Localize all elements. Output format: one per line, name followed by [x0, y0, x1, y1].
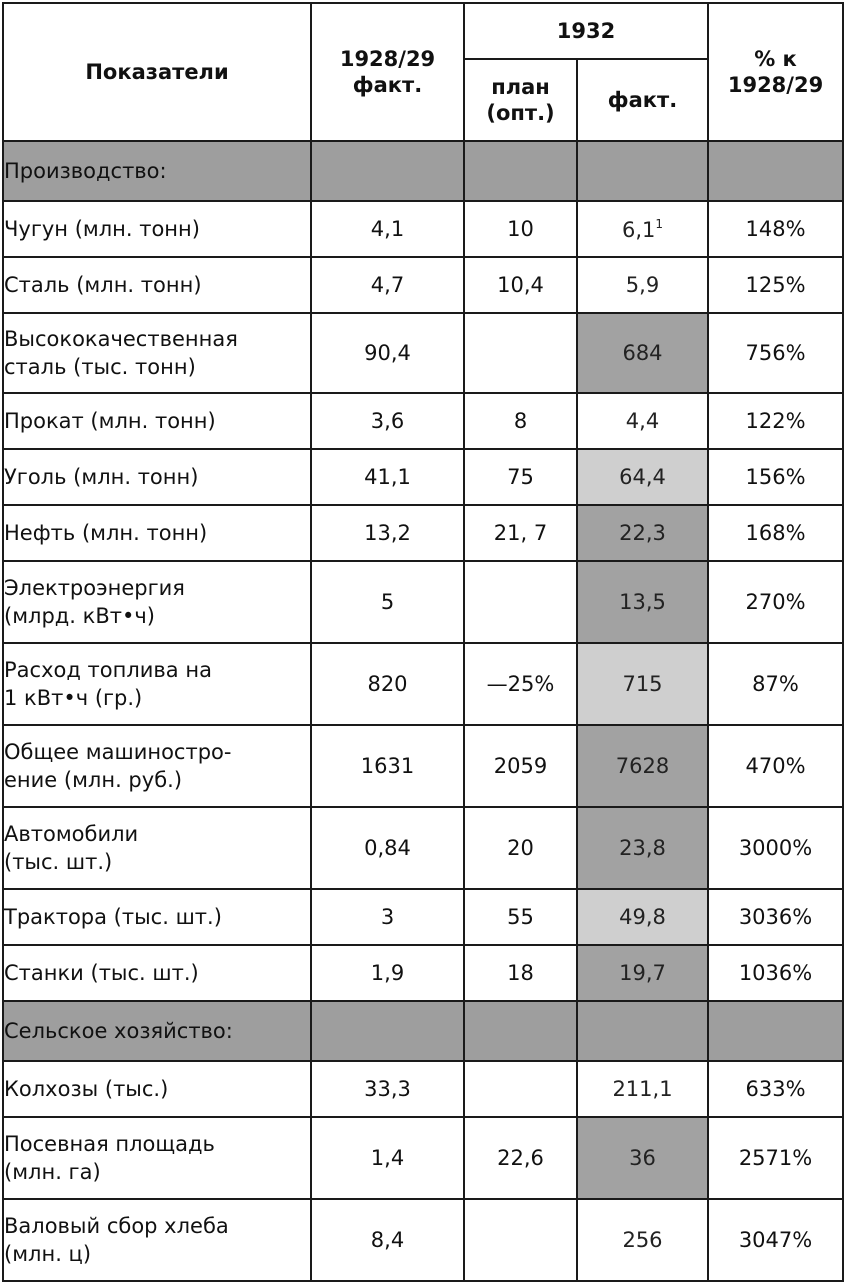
- base-value: 1,4: [311, 1117, 464, 1199]
- row-label: Колхозы (тыс.): [3, 1061, 311, 1117]
- percent-value: 87%: [708, 643, 843, 725]
- fact-text: 64,4: [619, 465, 666, 489]
- percent-value: 270%: [708, 561, 843, 643]
- percent-value: 3000%: [708, 807, 843, 889]
- plan-value: 22,6: [464, 1117, 577, 1199]
- plan-value: 20: [464, 807, 577, 889]
- base-value: 4,7: [311, 257, 464, 313]
- table-row: [3, 449, 843, 505]
- row-label: Посевная площадь (млн. га): [3, 1117, 311, 1199]
- base-value: 33,3: [311, 1061, 464, 1117]
- fact-value: [577, 945, 708, 1001]
- plan-value: 21, 7: [464, 505, 577, 561]
- plan-value: 75: [464, 449, 577, 505]
- base-value: 41,1: [311, 449, 464, 505]
- row-label: Расход топлива на 1 кВт•ч (гр.): [3, 643, 311, 725]
- fact-text: 7628: [615, 754, 670, 778]
- section-empty-cell: [311, 141, 464, 201]
- plan-value: [464, 1061, 577, 1117]
- section-empty-cell: [577, 1001, 708, 1061]
- fact-value: [577, 889, 708, 945]
- percent-value: 125%: [708, 257, 843, 313]
- fact-text: 36: [629, 1146, 656, 1170]
- statistics-table: [2, 2, 844, 1282]
- row-label: Нефть (млн. тонн): [3, 505, 311, 561]
- section-empty-cell: [464, 1001, 577, 1061]
- base-value: 4,1: [311, 201, 464, 257]
- header-year: 1932: [464, 3, 708, 59]
- base-value: 3: [311, 889, 464, 945]
- fact-value: [577, 313, 708, 393]
- plan-value: 10: [464, 201, 577, 257]
- fact-text: 6,1: [621, 217, 656, 242]
- row-label: Прокат (млн. тонн): [3, 393, 311, 449]
- row-label: Станки (тыс. шт.): [3, 945, 311, 1001]
- row-label: Сталь (млн. тонн): [3, 257, 311, 313]
- base-value: 5: [311, 561, 464, 643]
- percent-value: 756%: [708, 313, 843, 393]
- percent-value: 168%: [708, 505, 843, 561]
- percent-value: 3036%: [708, 889, 843, 945]
- fact-text: 715: [622, 672, 663, 696]
- table-row: [3, 561, 843, 643]
- fact-text: 23,8: [619, 836, 666, 860]
- row-label: Валовый сбор хлеба (млн. ц): [3, 1199, 311, 1281]
- fact-value: [577, 505, 708, 561]
- fact-text: 256: [622, 1228, 663, 1252]
- section-title: Производство:: [3, 141, 311, 201]
- section-empty-cell: [311, 1001, 464, 1061]
- row-label: Трактора (тыс. шт.): [3, 889, 311, 945]
- table-row: [3, 725, 843, 807]
- table-row: [3, 945, 843, 1001]
- percent-value: 1036%: [708, 945, 843, 1001]
- fact-value: [577, 1199, 708, 1281]
- table-row: [3, 313, 843, 393]
- base-value: 1,9: [311, 945, 464, 1001]
- row-label: Чугун (млн. тонн): [3, 201, 311, 257]
- section-empty-cell: [464, 141, 577, 201]
- base-value: 8,4: [311, 1199, 464, 1281]
- fact-text: 49,8: [619, 905, 666, 929]
- fact-text: 22,3: [619, 521, 666, 545]
- section-title: Сельское хозяйство:: [3, 1001, 311, 1061]
- fact-text: 4,4: [625, 409, 660, 433]
- percent-value: 3047%: [708, 1199, 843, 1281]
- fact-value: [577, 1061, 708, 1117]
- plan-value: 10,4: [464, 257, 577, 313]
- base-value: 90,4: [311, 313, 464, 393]
- header-indicators: Показатели: [3, 3, 311, 141]
- section-row: [3, 141, 843, 201]
- plan-value: [464, 561, 577, 643]
- percent-value: 156%: [708, 449, 843, 505]
- plan-value: 55: [464, 889, 577, 945]
- section-empty-cell: [708, 1001, 843, 1061]
- header-plan: план (опт.): [464, 59, 577, 141]
- fact-value: [577, 449, 708, 505]
- percent-value: 2571%: [708, 1117, 843, 1199]
- percent-value: 633%: [708, 1061, 843, 1117]
- plan-value: [464, 1199, 577, 1281]
- fact-value: [577, 643, 708, 725]
- row-label: Уголь (млн. тонн): [3, 449, 311, 505]
- section-empty-cell: [577, 141, 708, 201]
- table-row: [3, 1117, 843, 1199]
- table-body: [3, 141, 843, 1281]
- row-label: Общее машиностро- ение (млн. руб.): [3, 725, 311, 807]
- base-value: 3,6: [311, 393, 464, 449]
- row-label: Автомобили (тыс. шт.): [3, 807, 311, 889]
- plan-value: [464, 313, 577, 393]
- fact-value: [577, 561, 708, 643]
- header-base-year: 1928/29 факт.: [311, 3, 464, 141]
- table-row: [3, 889, 843, 945]
- header-percent: % к 1928/29: [708, 3, 843, 141]
- fact-value: [577, 807, 708, 889]
- fact-value: [577, 725, 708, 807]
- base-value: 0,84: [311, 807, 464, 889]
- fact-value: [577, 393, 708, 449]
- base-value: 1631: [311, 725, 464, 807]
- fact-text: 684: [622, 341, 663, 365]
- fact-text: 19,7: [619, 961, 666, 985]
- row-label: Высококачественная сталь (тыс. тонн): [3, 313, 311, 393]
- fact-text: 5,9: [625, 273, 660, 297]
- table-row: [3, 807, 843, 889]
- percent-value: 148%: [708, 201, 843, 257]
- section-empty-cell: [708, 141, 843, 201]
- plan-value: 18: [464, 945, 577, 1001]
- percent-value: 470%: [708, 725, 843, 807]
- base-value: 820: [311, 643, 464, 725]
- fact-value: [577, 1117, 708, 1199]
- fact-value: [577, 201, 708, 257]
- base-value: 13,2: [311, 505, 464, 561]
- percent-value: 122%: [708, 393, 843, 449]
- plan-value: 8: [464, 393, 577, 449]
- table-row: [3, 643, 843, 725]
- table-row: [3, 257, 843, 313]
- plan-value: 2059: [464, 725, 577, 807]
- table-row: [3, 1061, 843, 1117]
- plan-value: —25%: [464, 643, 577, 725]
- fact-text: 13,5: [619, 590, 666, 614]
- row-label: Электроэнергия (млрд. кВт•ч): [3, 561, 311, 643]
- header-fact: факт.: [577, 59, 708, 141]
- table-row: [3, 505, 843, 561]
- table-row: [3, 201, 843, 257]
- section-row: [3, 1001, 843, 1061]
- fact-value: [577, 257, 708, 313]
- footnote-mark: 1: [655, 216, 664, 231]
- table-row: [3, 393, 843, 449]
- table-row: [3, 1199, 843, 1281]
- fact-text: 211,1: [612, 1077, 673, 1101]
